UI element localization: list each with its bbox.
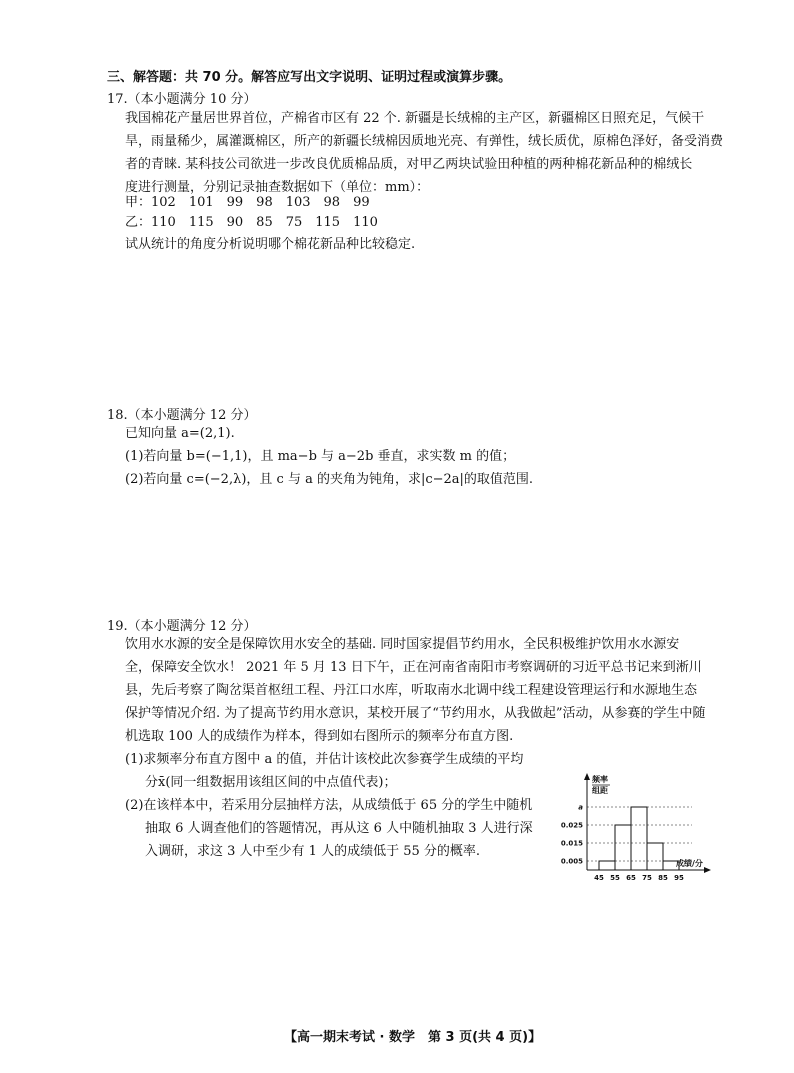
x-tick-label: 95: [674, 874, 684, 880]
q19-line-4: 保护等情况介绍. 为了提高节约用水意识，某校开展了“节约用水，从我做起”活动，从参赛的学生中随: [125, 706, 706, 721]
q19-line-2: 全，保障安全饮水！ 2021 年 5 月 13 日下午，正在河南省南阳市考察调研的习近平总书记来到淅川: [125, 660, 702, 675]
q17-line-3: 者的青睐. 某科技公司欲进一步改良优质棉品质，对甲乙两块试验田种植的两种棉花新品种的棉绒长: [125, 157, 693, 172]
q18-part2: (2)若向量 c=(−2,λ)，且 c 与 a 的夹角为钝角，求|c−2a|的取值范围.: [125, 472, 534, 487]
q19-part2-line-3: 入调研，求这 3 人中至少有 1 人的成绩低于 55 分的概率.: [145, 844, 481, 859]
q17-data-a: 甲：102 101 99 98 103 98 99: [125, 195, 370, 210]
q19-part1-line-2: 分x̄(同一组数据用该组区间的中点值代表)；: [145, 775, 397, 790]
q19-part1-line-1: (1)求频率分布直方图中 a 的值，并估计该校此次参赛学生成绩的平均: [125, 752, 524, 767]
y-axis-label-line-2: 组距: [592, 786, 608, 795]
q18-header: 18.（本小题满分 12 分）: [107, 408, 257, 423]
q19-line-5: 机选取 100 人的成绩作为样本，得到如右图所示的频率分布直方图.: [125, 729, 514, 744]
histogram-bar: [615, 825, 631, 870]
y-axis-label-line-1: 频率: [592, 775, 608, 784]
q18-part1: (1)若向量 b=(−1,1)，且 ma−b 与 a−2b 垂直，求实数 m 的值；: [125, 449, 516, 464]
q19-line-3: 县，先后考察了陶岔渠首枢纽工程、丹江口水库，听取南水北调中线工程建设管理运行和水源地生态: [125, 683, 698, 698]
x-tick-label: 55: [610, 874, 620, 880]
section-title: 三、解答题：共 70 分。解答应写出文字说明、证明过程或演算步骤。: [107, 70, 512, 85]
q17-header: 17.（本小题满分 10 分）: [107, 92, 257, 107]
page-footer: 【高一期末考试 · 数学 第 3 页(共 4 页)】: [284, 1030, 542, 1045]
y-tick-label: a: [578, 803, 583, 812]
y-tick-label: 0.025: [560, 821, 583, 830]
histogram-bar: [647, 843, 663, 870]
y-axis-arrow: [584, 773, 590, 780]
x-tick-label: 65: [626, 874, 636, 880]
q18-given: 已知向量 a=(2,1).: [125, 426, 235, 441]
q17-question: 试从统计的角度分析说明哪个棉花新品种比较稳定.: [125, 237, 416, 252]
y-tick-label: 0.015: [560, 839, 583, 848]
q19-line-1: 饮用水水源的安全是保障饮用水安全的基础. 同时国家提倡节约用水，全民积极维护饮用水水源安: [125, 637, 680, 652]
x-axis-arrow: [704, 867, 711, 873]
x-tick-label: 45: [594, 874, 604, 880]
y-tick-label: 0.005: [560, 857, 583, 866]
q19-part2-line-1: (2)在该样本中，若采用分层抽样方法，从成绩低于 65 分的学生中随机: [125, 798, 533, 813]
frequency-histogram: [552, 770, 722, 880]
x-tick-label: 85: [658, 874, 668, 880]
q17-data-b: 乙：110 115 90 85 75 115 110: [125, 215, 378, 230]
q17-line-4: 度进行测量，分别记录抽查数据如下（单位：mm）：: [125, 180, 430, 195]
q17-line-2: 旱，雨量稀少，属灌溉棉区，所产的新疆长绒棉因质地光亮、有弹性，绒长质优，原棉色泽好，备受消费: [125, 134, 724, 149]
x-axis-label: 成绩/分: [676, 859, 703, 868]
x-tick-label: 75: [642, 874, 652, 880]
histogram-bar: [631, 807, 647, 870]
histogram-bar: [599, 861, 615, 870]
q19-part2-line-2: 抽取 6 人调查他们的答题情况，再从这 6 人中随机抽取 3 人进行深: [145, 821, 533, 836]
q19-header: 19.（本小题满分 12 分）: [107, 619, 257, 634]
q17-line-1: 我国棉花产量居世界首位，产棉省市区有 22 个. 新疆是长绒棉的主产区，新疆棉区日照充足，气候干: [125, 111, 705, 126]
